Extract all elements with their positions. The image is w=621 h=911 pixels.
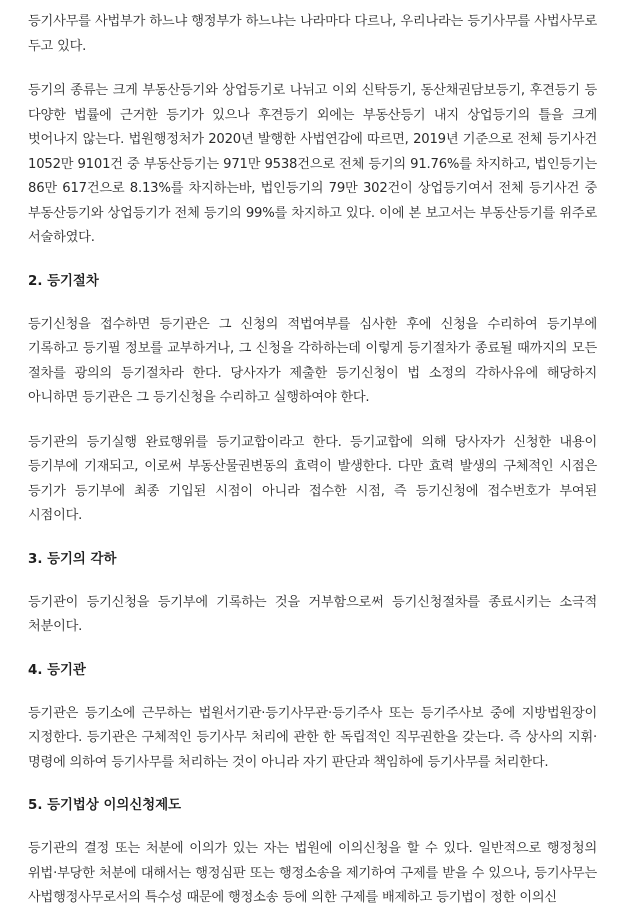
section-heading-rejection: 3. 등기의 각하: [28, 551, 117, 567]
spacer: [28, 411, 597, 431]
section-heading-registrar: 4. 등기관: [28, 662, 86, 678]
paragraph-procedure-2: 등기관의 등기실행 완료행위를 등기교합이라고 한다. 등기교합에 의해 당사자가 신청한 내용이 등기부에 기재되고, 이로써 부동산물권변동의 효력이 발생한다. 다만 효력 발생의 구체적인 시점은 등기가 등기부에 최종 기입된 시점이 아니라 접수한 시점, 즉 등기신청에 접수번호가 부여된 시점이다.: [28, 434, 597, 523]
paragraph-rejection: 등기관이 등기신청을 등기부에 기록하는 것을 거부함으로써 등기신청절차를 종료시키는 소극적 처분이다.: [28, 594, 597, 634]
spacer: [28, 572, 597, 591]
spacer: [28, 818, 597, 837]
spacer: [28, 251, 597, 270]
spacer: [28, 529, 597, 548]
paragraph-registry-types: 등기의 종류는 크게 부동산등기와 상업등기로 나뉘고 이외 신탁등기, 동산채권담보등기, 후견등기 등 다양한 법률에 근거한 등기가 있으나 후견등기 외에는 부동산등기 내지 상업등기의 틀을 크게 벗어나지 않는다. 법원행정처가 2020년 발행한 사법연감에 따르면, 2019년 기준으로 전체 등기사건 1052만 9101건 중 부동산등기는 971만 9538건으로 전체 등기의 91.76%를 차지하고, 법인등기는 86만 617건으로 8.13%를 차지하는바, 법인등기의 79만 302건이 상업등기여서 전체 등기사건 중 부동산등기와 상업등기가 전체 등기의 99%를 차지하고 있다. 이에 본 보고서는 부동산등기를 위주로 서술하였다.: [28, 83, 597, 245]
spacer: [28, 683, 597, 702]
spacer: [28, 775, 597, 794]
section-heading-procedure: 2. 등기절차: [28, 273, 99, 289]
paragraph-procedure-1: 등기신청을 접수하면 등기관은 그 신청의 적법여부를 심사한 후에 신청을 수리하여 등기부에 기록하고 등기필 정보를 교부하거나, 그 신청을 각하하는데 이렇게 등기절차가 종료될 때까지의 모든 절차를 광의의 등기절차라 한다. 당사자가 제출한 등기신청이 법 소정의 각하사유에 해당하지 아니하면 등기관은 그 등기신청을 수리하고 실행하여야 한다.: [28, 316, 597, 405]
spacer: [28, 59, 597, 79]
section-heading-objection: 5. 등기법상 이의신청제도: [28, 798, 182, 813]
paragraph-objection: 등기관의 결정 또는 처분에 이의가 있는 자는 법원에 이의신청을 할 수 있다. 일반적으로 행정청의 위법·부당한 처분에 대해서는 행정심판 또는 행정소송을 제기하여 구제를 받을 수 있으나, 등기사무는 사법행정사무로서의 특수성 때문에 행정소송 등에 의한 구제를 배제하고 등기법이 정한 이의신: [28, 841, 597, 905]
spacer: [28, 640, 597, 659]
paragraph-registrar: 등기관은 등기소에 근무하는 법원서기관·등기사무관·등기주사 또는 등기주사보 중에 지방법원장이 지정한다. 등기관은 구체적인 등기사무 처리에 관한 한 독립적인 직무권한을 갖는다. 즉 상사의 지휘·명령에 의하여 등기사무를 처리하는 것이 아니라 자기 판단과 책임하에 등기사무를 처리한다.: [28, 705, 597, 770]
spacer: [28, 294, 597, 313]
paragraph-intro-continued: 등기사무를 사법부가 하느냐 행정부가 하느냐는 나라마다 다르나, 우리나라는 등기사무를 사법사무로 두고 있다.: [28, 14, 597, 54]
